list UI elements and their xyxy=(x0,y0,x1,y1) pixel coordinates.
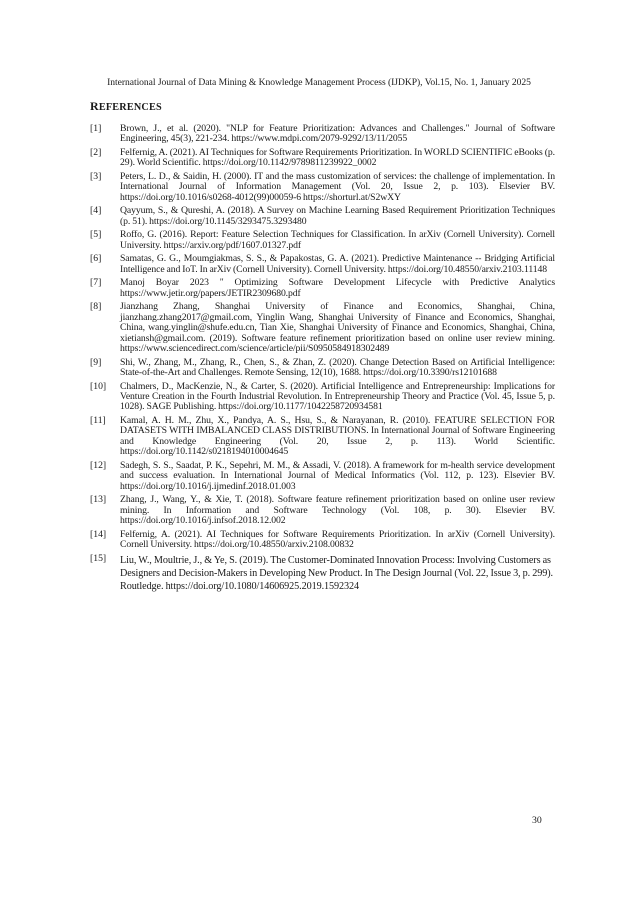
reference-number: [11] xyxy=(90,415,106,427)
reference-text: Samatas, G. G., Moumgiakmas, S. S., & Papakostas, G. A. (2021). Predictive Maintenance -- Bridging Artificial Intelligence and IoT. In arXiv (Cornell University). Cornell University. https://doi.org/10.48550/arxiv.2103.11148 xyxy=(120,253,555,275)
reference-text: Felfernig, A. (2021). AI Techniques for Software Requirements Prioritization. In WORLD SCIENTIFIC eBooks (p. 29). World Scientific. https://doi.org/10.1142/9789811239922_0002 xyxy=(120,147,555,169)
reference-item xyxy=(90,461,555,492)
reference-item xyxy=(90,358,555,379)
reference-text: Shi, W., Zhang, M., Zhang, R., Chen, S., & Zhan, Z. (2020). Change Detection Based on Artificial Intelligence: State-of-the-Art and Challenges. Remote Sensing, 12(10), 1688. https://doi.org/10.3390/rs12101688 xyxy=(120,356,555,379)
reference-number: [15] xyxy=(90,552,107,564)
page-number: 30 xyxy=(532,815,542,826)
reference-text: Brown, J., et al. (2020). "NLP for Feature Prioritization: Advances and Challenges." Journal of Software Engineering, 45(3), 221-234. https://www.mdpi.com/2079-9292/13/11/2055 xyxy=(120,123,555,145)
reference-number: [9] xyxy=(90,356,102,368)
reference-text: Peters, L. D., & Saidin, H. (2000). IT and the mass customization of services: the challenge of implementation. In International Journal of Information Management (Vol. 20, Issue 2, p. 103). Elsevier BV. https://doi.org/10.1016/s0268-4012(99)00059-6 https://shorturl.at/S2wXY xyxy=(120,171,555,203)
reference-number: [12] xyxy=(90,459,107,471)
section-title xyxy=(90,99,162,114)
reference-item xyxy=(90,254,555,275)
reference-item xyxy=(90,530,555,551)
reference-text: Qayyum, S., & Qureshi, A. (2018). A Survey on Machine Learning Based Requirement Prioritization Techniques (p. 51). https://doi.org/10.1145/3293475.3293480 xyxy=(120,205,555,227)
reference-item xyxy=(90,554,555,593)
reference-item xyxy=(90,382,555,413)
reference-item xyxy=(90,172,555,203)
reference-list xyxy=(90,124,555,596)
reference-number: [7] xyxy=(90,277,102,289)
reference-text: Roffo, G. (2016). Report: Feature Selection Techniques for Classification. In arXiv (Cornell University). Cornell University. https://arxiv.org/pdf/1607.01327.pdf xyxy=(120,229,555,251)
reference-item xyxy=(90,495,555,526)
reference-item xyxy=(90,124,555,145)
reference-number: [6] xyxy=(90,253,102,265)
reference-item xyxy=(90,230,555,251)
reference-text: Liu, W., Moultrie, J., & Ye, S. (2019). The Customer-Dominated Innovation Process: Involving Customers as Designers and Decision-Makers in Developing New Product. In The Design Journal (Vol. 22, Issue 3, p. 299). Routledge. https://doi.org/10.1080/14606925.2019.1592324 xyxy=(120,554,553,592)
reference-text: Zhang, J., Wang, Y., & Xie, T. (2018). Software feature refinement prioritization based on online user review mining. In Information and Software Technology (Vol. 108, p. 30). Elsevier BV. https://doi.org/10.1016/j.infsof.2018.12.002 xyxy=(120,494,555,527)
reference-number: [8] xyxy=(90,301,102,313)
reference-text: Jianzhang Zhang, Shanghai University of Finance and Economics, Shanghai, China, jianzhang.zhang2017@gmail.com, Yinglin Wang, Shanghai University of Finance and Economics, Shanghai, China, wang.yinglin@shufe.edu.cn, Tian Xie, Shanghai University of Finance and Economics, Shanghai, China, xietiansh@gmail.com. (2019). Software feature refinement prioritization based on online user review mining. https://www.sciencedirect.com/science/article/pii/S0950584918302489 xyxy=(120,301,555,355)
section-title-rest: EFERENCES xyxy=(98,102,162,113)
reference-text: Sadegh, S. S., Saadat, P. K., Sepehri, M. M., & Assadi, V. (2018). A framework for m-health service development and success evaluation. In International Journal of Medical Informatics (Vol. 112, p. 123). Elsevier BV. https://doi.org/10.1016/j.ijmedinf.2018.01.003 xyxy=(120,459,555,492)
reference-text: Felfernig, A. (2021). AI Techniques for Software Requirements Prioritization. In arXiv (Cornell University). Cornell University. https://doi.org/10.48550/arxiv.2108.00832 xyxy=(120,528,555,551)
reference-number: [14] xyxy=(90,528,107,540)
reference-number: [4] xyxy=(90,205,102,217)
reference-number: [5] xyxy=(90,229,102,241)
reference-number: [1] xyxy=(90,123,102,134)
section-title-initial: R xyxy=(90,99,99,113)
reference-number: [3] xyxy=(90,171,102,182)
reference-item xyxy=(90,148,555,169)
reference-item xyxy=(90,278,555,299)
reference-item xyxy=(90,206,555,227)
reference-item xyxy=(90,302,555,354)
reference-number: [2] xyxy=(90,147,102,158)
reference-text: Chalmers, D., MacKenzie, N., & Carter, S. (2020). Artificial Intelligence and Entrepreneurship: Implications for Venture Creation in the Fourth Industrial Revolution. In Entrepreneurship Theory and Practice (Vol. 45, Issue 5, p. 1028). SAGE Publishing. https://doi.org/10.1177/1042258720934581 xyxy=(120,380,555,413)
reference-text: Kamal, A. H. M., Zhu, X., Pandya, A. S., Hsu, S., & Narayanan, R. (2010). FEATURE SELECTION FOR DATASETS WITH IMBALANCED CLASS DISTRIBUTIONS. In International Journal of Software Engineering and Knowledge Engineering (Vol. 20, Issue 2, p. 113). World Scientific. https://doi.org/10.1142/s0218194010004645 xyxy=(120,415,555,458)
reference-item xyxy=(90,416,555,458)
reference-number: [10] xyxy=(90,380,107,392)
running-header: International Journal of Data Mining & Knowledge Management Process (IJDKP), Vol.15, No. 1, January 2025 xyxy=(107,77,531,88)
reference-number: [13] xyxy=(90,494,107,506)
reference-text: Manoj Boyar 2023 " Optimizing Software Development Lifecycle with Predictive Analytics https://www.jetir.org/papers/JETIR2309680.pdf xyxy=(120,277,555,299)
